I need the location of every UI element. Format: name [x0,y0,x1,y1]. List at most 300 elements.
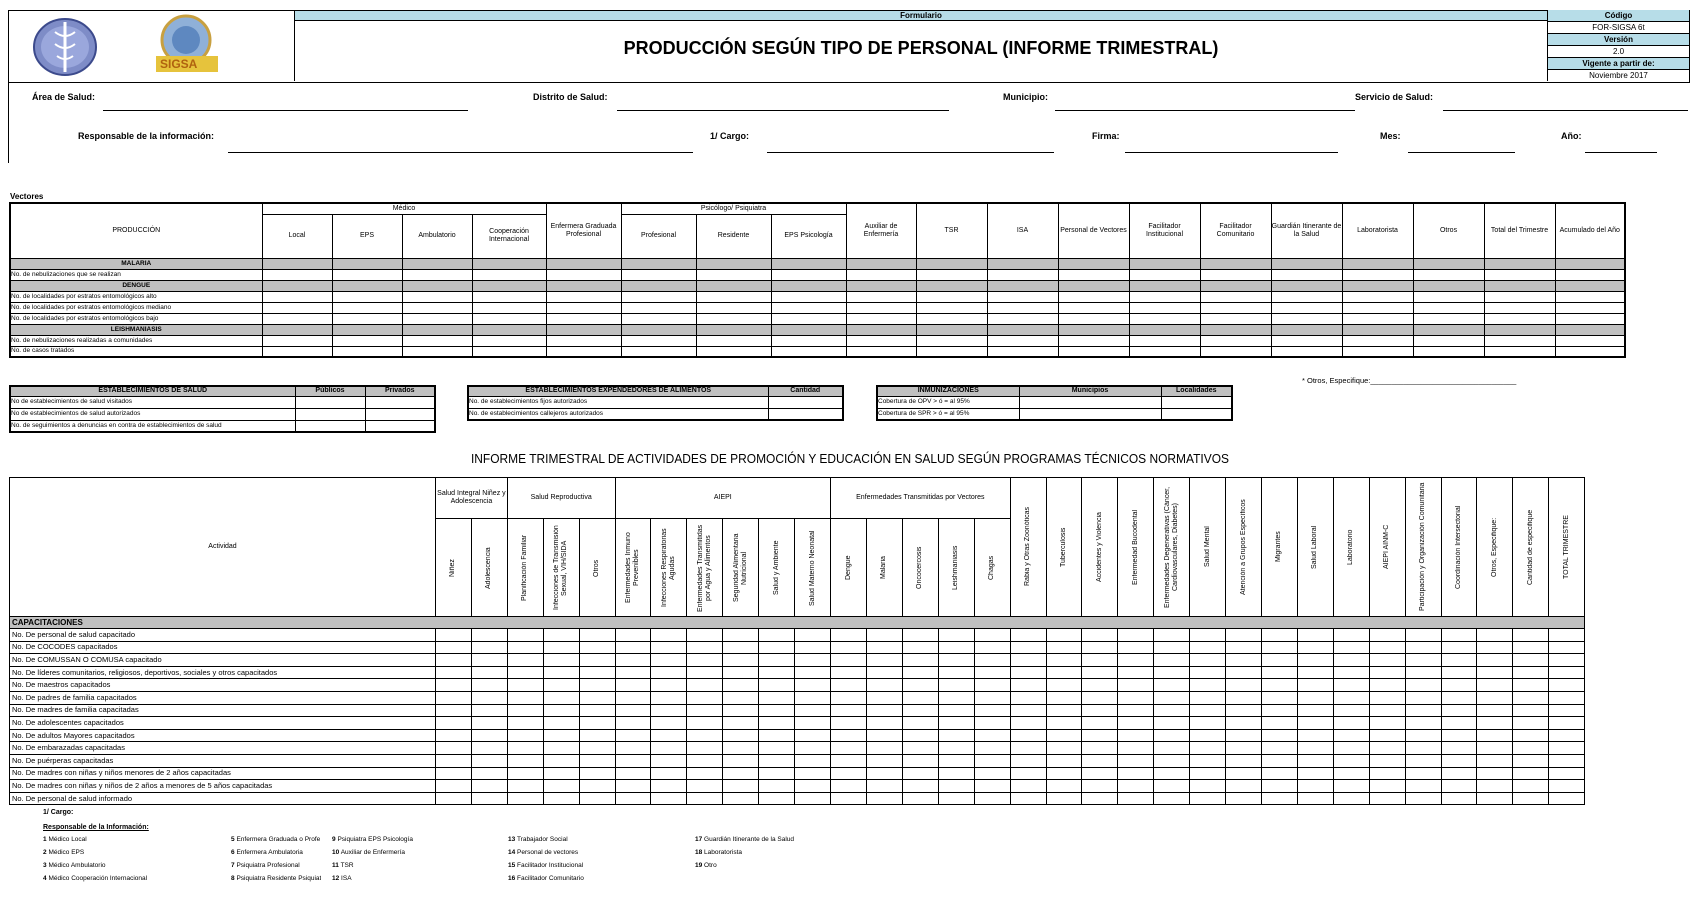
cell-input[interactable] [546,313,621,324]
cell-input[interactable] [723,792,759,805]
cell-input[interactable] [1226,691,1262,704]
cell-input[interactable] [846,346,916,357]
cell-input[interactable] [471,780,507,793]
cell-input[interactable] [1297,754,1333,767]
cell-input[interactable] [1369,704,1405,717]
cell-input[interactable] [1129,346,1200,357]
cell-input[interactable] [1549,641,1585,654]
cell-input[interactable] [1046,679,1082,692]
cell-input[interactable] [987,302,1058,313]
cell-input[interactable] [1154,754,1190,767]
area-input[interactable] [103,110,468,111]
cell-input[interactable] [472,335,546,346]
cell-input[interactable] [795,691,831,704]
cell-input[interactable] [1477,679,1513,692]
cell-input[interactable] [902,742,938,755]
cell-input[interactable] [687,704,723,717]
cell-input[interactable] [1441,717,1477,730]
cell-input[interactable] [1261,691,1297,704]
cell-input[interactable] [1200,291,1271,302]
cell-input[interactable] [1413,291,1484,302]
cell-input[interactable] [723,691,759,704]
cell-input[interactable] [1261,679,1297,692]
cell-input[interactable] [1405,742,1441,755]
cell-input[interactable] [1046,629,1082,642]
cell-input[interactable] [1190,654,1226,667]
cell-input[interactable] [579,629,615,642]
cell-input[interactable] [1010,780,1046,793]
cell-input[interactable] [436,641,472,654]
cell-input[interactable] [866,780,902,793]
cell-input[interactable] [507,780,543,793]
cell-input[interactable] [402,291,472,302]
cell-input[interactable] [332,346,402,357]
cell-input[interactable] [759,780,795,793]
cell-input[interactable] [472,313,546,324]
cell-input[interactable] [1297,641,1333,654]
cell-input[interactable] [768,396,843,408]
cell-input[interactable] [1555,335,1625,346]
cell-input[interactable] [1549,717,1585,730]
cell-input[interactable] [723,641,759,654]
cell-input[interactable] [543,767,579,780]
cell-input[interactable] [1046,654,1082,667]
cell-input[interactable] [1129,269,1200,280]
cell-input[interactable] [1549,767,1585,780]
cell-input[interactable] [402,269,472,280]
cell-input[interactable] [831,767,867,780]
cell-input[interactable] [1154,780,1190,793]
cell-input[interactable] [1477,754,1513,767]
cell-input[interactable] [1297,767,1333,780]
cell-input[interactable] [1333,679,1369,692]
cargo-input[interactable] [767,152,1054,153]
cell-input[interactable] [332,269,402,280]
cell-input[interactable] [1200,302,1271,313]
cell-input[interactable] [1082,704,1118,717]
cell-input[interactable] [1058,302,1129,313]
cell-input[interactable] [615,666,651,679]
cell-input[interactable] [471,641,507,654]
cell-input[interactable] [1555,269,1625,280]
cell-input[interactable] [1200,346,1271,357]
cell-input[interactable] [1154,629,1190,642]
cell-input[interactable] [1118,792,1154,805]
cell-input[interactable] [262,313,332,324]
cell-input[interactable] [1549,679,1585,692]
cell-input[interactable] [1369,691,1405,704]
cell-input[interactable] [507,666,543,679]
cell-input[interactable] [1413,346,1484,357]
cell-input[interactable] [1549,654,1585,667]
cell-input[interactable] [974,742,1010,755]
cell-input[interactable] [1226,679,1262,692]
cell-input[interactable] [938,754,974,767]
cell-input[interactable] [1082,717,1118,730]
cell-input[interactable] [615,792,651,805]
cell-input[interactable] [1297,717,1333,730]
cell-input[interactable] [759,666,795,679]
cell-input[interactable] [615,767,651,780]
cell-input[interactable] [1555,346,1625,357]
cell-input[interactable] [1405,754,1441,767]
cell-input[interactable] [723,654,759,667]
cell-input[interactable] [987,346,1058,357]
cell-input[interactable] [1118,641,1154,654]
cell-input[interactable] [651,742,687,755]
cell-input[interactable] [866,754,902,767]
cell-input[interactable] [759,792,795,805]
cell-input[interactable] [1441,729,1477,742]
cell-input[interactable] [1297,780,1333,793]
cell-input[interactable] [1190,717,1226,730]
cell-input[interactable] [579,767,615,780]
cell-input[interactable] [1226,666,1262,679]
cell-input[interactable] [1513,629,1549,642]
cell-input[interactable] [866,729,902,742]
cell-input[interactable] [771,269,846,280]
cell-input[interactable] [615,754,651,767]
cell-input[interactable] [472,302,546,313]
cell-input[interactable] [696,291,771,302]
cell-input[interactable] [1118,629,1154,642]
cell-input[interactable] [1154,641,1190,654]
cell-input[interactable] [1271,269,1342,280]
cell-input[interactable] [1333,754,1369,767]
cell-input[interactable] [1342,302,1413,313]
cell-input[interactable] [1441,792,1477,805]
cell-input[interactable] [846,313,916,324]
cell-input[interactable] [471,629,507,642]
cell-input[interactable] [1549,666,1585,679]
cell-input[interactable] [1405,704,1441,717]
cell-input[interactable] [974,754,1010,767]
cell-input[interactable] [696,302,771,313]
cell-input[interactable] [1333,691,1369,704]
cell-input[interactable] [1046,729,1082,742]
cell-input[interactable] [902,654,938,667]
cell-input[interactable] [436,792,472,805]
cell-input[interactable] [543,679,579,692]
cell-input[interactable] [1405,792,1441,805]
cell-input[interactable] [831,641,867,654]
cell-input[interactable] [1441,679,1477,692]
cell-input[interactable] [402,346,472,357]
cell-input[interactable] [262,346,332,357]
cell-input[interactable] [471,654,507,667]
cell-input[interactable] [795,742,831,755]
cell-input[interactable] [651,704,687,717]
cell-input[interactable] [1369,679,1405,692]
cell-input[interactable] [696,335,771,346]
firma-input[interactable] [1125,152,1338,153]
cell-input[interactable] [579,754,615,767]
cell-input[interactable] [1010,754,1046,767]
cell-input[interactable] [543,729,579,742]
cell-input[interactable] [1405,654,1441,667]
cell-input[interactable] [1261,780,1297,793]
cell-input[interactable] [687,641,723,654]
cell-input[interactable] [1161,396,1232,408]
cell-input[interactable] [938,792,974,805]
cell-input[interactable] [866,666,902,679]
cell-input[interactable] [771,291,846,302]
cell-input[interactable] [916,346,987,357]
cell-input[interactable] [1154,691,1190,704]
cell-input[interactable] [987,269,1058,280]
cell-input[interactable] [1190,792,1226,805]
cell-input[interactable] [768,408,843,420]
cell-input[interactable] [938,704,974,717]
cell-input[interactable] [1297,679,1333,692]
cell-input[interactable] [687,729,723,742]
cell-input[interactable] [1261,754,1297,767]
cell-input[interactable] [1118,754,1154,767]
cell-input[interactable] [621,269,696,280]
cell-input[interactable] [471,666,507,679]
cell-input[interactable] [262,291,332,302]
cell-input[interactable] [1297,742,1333,755]
cell-input[interactable] [1019,396,1161,408]
cell-input[interactable] [866,641,902,654]
cell-input[interactable] [902,679,938,692]
cell-input[interactable] [866,654,902,667]
cell-input[interactable] [987,335,1058,346]
cell-input[interactable] [1082,780,1118,793]
cell-input[interactable] [831,780,867,793]
cell-input[interactable] [1369,717,1405,730]
cell-input[interactable] [1046,691,1082,704]
cell-input[interactable] [759,717,795,730]
cell-input[interactable] [1010,729,1046,742]
cell-input[interactable] [543,780,579,793]
cell-input[interactable] [1129,291,1200,302]
cell-input[interactable] [1342,291,1413,302]
cell-input[interactable] [916,313,987,324]
cell-input[interactable] [1484,269,1555,280]
cell-input[interactable] [1118,729,1154,742]
cell-input[interactable] [1477,780,1513,793]
cell-input[interactable] [1513,780,1549,793]
cell-input[interactable] [831,691,867,704]
cell-input[interactable] [651,767,687,780]
cell-input[interactable] [546,291,621,302]
cell-input[interactable] [507,679,543,692]
cell-input[interactable] [902,641,938,654]
cell-input[interactable] [1441,704,1477,717]
cell-input[interactable] [507,704,543,717]
cell-input[interactable] [546,346,621,357]
cell-input[interactable] [1555,291,1625,302]
cell-input[interactable] [1261,654,1297,667]
cell-input[interactable] [1190,780,1226,793]
cell-input[interactable] [1161,408,1232,420]
cell-input[interactable] [543,792,579,805]
cell-input[interactable] [615,742,651,755]
cell-input[interactable] [1058,269,1129,280]
cell-input[interactable] [1190,767,1226,780]
cell-input[interactable] [1226,754,1262,767]
cell-input[interactable] [1082,767,1118,780]
cell-input[interactable] [723,717,759,730]
cell-input[interactable] [1058,313,1129,324]
cell-input[interactable] [916,335,987,346]
cell-input[interactable] [507,691,543,704]
cell-input[interactable] [1019,408,1161,420]
cell-input[interactable] [332,291,402,302]
cell-input[interactable] [1261,629,1297,642]
cell-input[interactable] [1333,780,1369,793]
cell-input[interactable] [1342,269,1413,280]
cell-input[interactable] [1261,641,1297,654]
cell-input[interactable] [866,679,902,692]
cell-input[interactable] [902,729,938,742]
responsable-input[interactable] [228,152,693,153]
cell-input[interactable] [262,335,332,346]
cell-input[interactable] [1046,767,1082,780]
cell-input[interactable] [651,641,687,654]
cell-input[interactable] [471,691,507,704]
cell-input[interactable] [1046,742,1082,755]
cell-input[interactable] [1333,704,1369,717]
cell-input[interactable] [332,302,402,313]
cell-input[interactable] [1046,666,1082,679]
cell-input[interactable] [471,704,507,717]
cell-input[interactable] [938,679,974,692]
cell-input[interactable] [1297,704,1333,717]
cell-input[interactable] [546,269,621,280]
cell-input[interactable] [938,654,974,667]
cell-input[interactable] [1154,729,1190,742]
cell-input[interactable] [1190,754,1226,767]
cell-input[interactable] [687,792,723,805]
cell-input[interactable] [1010,679,1046,692]
cell-input[interactable] [1549,691,1585,704]
cell-input[interactable] [831,654,867,667]
cell-input[interactable] [1413,302,1484,313]
cell-input[interactable] [1477,792,1513,805]
cell-input[interactable] [436,679,472,692]
cell-input[interactable] [472,291,546,302]
cell-input[interactable] [436,629,472,642]
cell-input[interactable] [1549,729,1585,742]
cell-input[interactable] [902,666,938,679]
cell-input[interactable] [1297,691,1333,704]
cell-input[interactable] [1477,767,1513,780]
cell-input[interactable] [1441,654,1477,667]
cell-input[interactable] [1477,654,1513,667]
mes-input[interactable] [1408,152,1515,153]
cell-input[interactable] [1413,313,1484,324]
cell-input[interactable] [1333,729,1369,742]
cell-input[interactable] [902,629,938,642]
cell-input[interactable] [1154,767,1190,780]
cell-input[interactable] [472,346,546,357]
cell-input[interactable] [771,346,846,357]
cell-input[interactable] [696,313,771,324]
cell-input[interactable] [579,691,615,704]
cell-input[interactable] [687,629,723,642]
cell-input[interactable] [1082,629,1118,642]
cell-input[interactable] [1082,691,1118,704]
cell-input[interactable] [987,291,1058,302]
cell-input[interactable] [651,717,687,730]
cell-input[interactable] [723,679,759,692]
cell-input[interactable] [543,717,579,730]
cell-input[interactable] [651,729,687,742]
cell-input[interactable] [1513,641,1549,654]
cell-input[interactable] [543,654,579,667]
cell-input[interactable] [1333,717,1369,730]
cell-input[interactable] [1342,335,1413,346]
cell-input[interactable] [1297,654,1333,667]
cell-input[interactable] [436,654,472,667]
cell-input[interactable] [1010,666,1046,679]
cell-input[interactable] [1369,780,1405,793]
cell-input[interactable] [507,792,543,805]
cell-input[interactable] [365,396,435,408]
cell-input[interactable] [1010,691,1046,704]
cell-input[interactable] [866,742,902,755]
cell-input[interactable] [938,729,974,742]
cell-input[interactable] [1190,691,1226,704]
cell-input[interactable] [1342,313,1413,324]
cell-input[interactable] [621,302,696,313]
cell-input[interactable] [1129,302,1200,313]
cell-input[interactable] [1513,754,1549,767]
cell-input[interactable] [687,780,723,793]
cell-input[interactable] [1477,704,1513,717]
cell-input[interactable] [1154,792,1190,805]
cell-input[interactable] [471,742,507,755]
cell-input[interactable] [507,654,543,667]
cell-input[interactable] [651,679,687,692]
cell-input[interactable] [1297,792,1333,805]
cell-input[interactable] [1271,313,1342,324]
cell-input[interactable] [831,729,867,742]
cell-input[interactable] [1226,729,1262,742]
cell-input[interactable] [1549,780,1585,793]
cell-input[interactable] [1261,717,1297,730]
cell-input[interactable] [1549,704,1585,717]
cell-input[interactable] [1190,629,1226,642]
cell-input[interactable] [1226,704,1262,717]
cell-input[interactable] [471,679,507,692]
cell-input[interactable] [1413,269,1484,280]
cell-input[interactable] [579,792,615,805]
cell-input[interactable] [795,717,831,730]
cell-input[interactable] [1441,754,1477,767]
cell-input[interactable] [1484,302,1555,313]
cell-input[interactable] [1200,269,1271,280]
cell-input[interactable] [795,792,831,805]
cell-input[interactable] [1369,666,1405,679]
cell-input[interactable] [546,302,621,313]
cell-input[interactable] [1226,717,1262,730]
cell-input[interactable] [1200,335,1271,346]
cell-input[interactable] [795,704,831,717]
cell-input[interactable] [507,742,543,755]
cell-input[interactable] [1190,704,1226,717]
cell-input[interactable] [507,717,543,730]
cell-input[interactable] [1484,346,1555,357]
cell-input[interactable] [1190,742,1226,755]
cell-input[interactable] [615,717,651,730]
cell-input[interactable] [543,629,579,642]
cell-input[interactable] [1513,729,1549,742]
distrito-input[interactable] [617,110,949,111]
cell-input[interactable] [1405,666,1441,679]
